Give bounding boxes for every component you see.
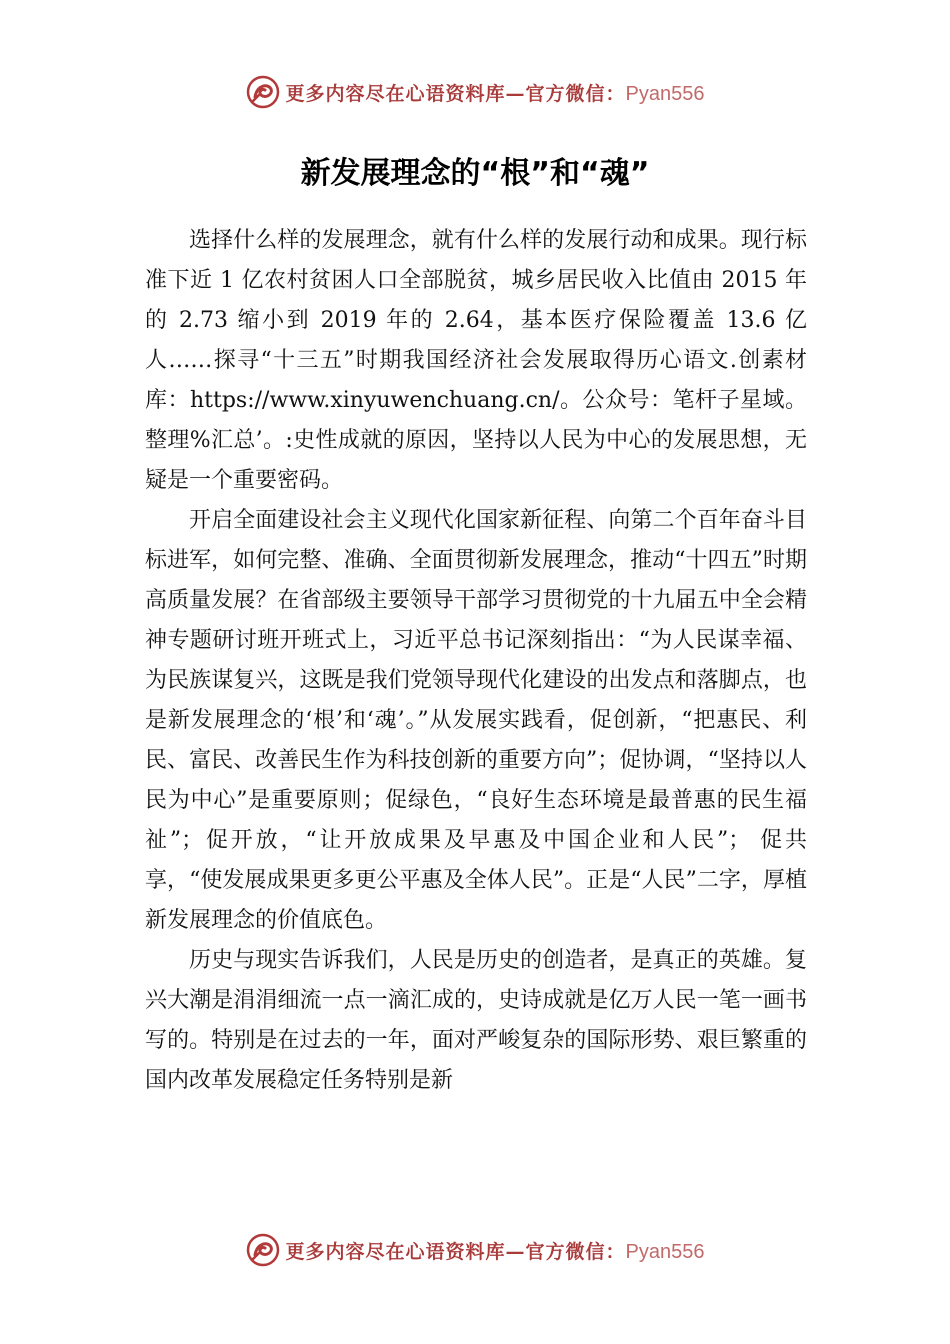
footer-banner [0,1230,950,1270]
header-banner [0,72,950,112]
header-banner-label: 更多内容尽在心语资料库—官方微信： [285,82,626,105]
body-paragraph-2: 开启全面建设社会主义现代化国家新征程、向第二个百年奋斗目标进军，如何完整、准确、全面贯彻新发展理念，推动“十四五”时期高质量发展？在省部级主要领导干部学习贯彻党的十九届五中全会精神专题研讨班开班式上，习近平总书记深刻指出：“为人民谋幸福、为民族谋复兴，这既是我们党领导现代化建设的出发点和落脚点，也是新发展理念的‘根’和‘魂’。”从发展实践看，促创新，“把惠民、利民、富民、改善民生作为科技创新的重要方向”；促协调，“坚持以人民为中心”是重要原则；促绿色，“良好生态环境是最普惠的民生福祉”；促开放，“让开放成果及早惠及中国企业和人民”； 促共享，“使发展成果更多更公平惠及全体人民”。正是“人民”二字，厚植新发展理念的价值底色。 [145,508,807,933]
document-title: 新发展理念的“根”和“魂” [300,156,650,191]
footer-banner-text [286,1237,705,1264]
swirl-logo-icon [246,1233,280,1267]
body-paragraph-3: 历史与现实告诉我们，人民是历史的创造者，是真正的英雄。复兴大潮是涓涓细流一点一滴汇成的，史诗成就是亿万人民一笔一画书写的。特别是在过去的一年，面对严峻复杂的国际形势、艰巨繁重的国内改革发展稳定任务特别是新 [145,948,807,1093]
footer-wechat-id: Pyan556 [625,1240,705,1263]
document-body [145,221,807,1101]
header-wechat-id: Pyan556 [625,82,705,105]
swirl-logo-icon [246,75,280,109]
footer-banner-label: 更多内容尽在心语资料库—官方微信： [285,1240,626,1263]
body-paragraph-1: 选择什么样的发展理念，就有什么样的发展行动和成果。现行标准下近 1 亿农村贫困人口全部脱贫，城乡居民收入比值由 2015 年的 2.73 缩小到 2019 年的 2.64，基本医疗保险覆盖 13.6 亿人……探寻“十三五”时期我国经济社会发展取得历心语文.创素材库：https://www.xinyuwenchuang.cn/。公众号：笔杆子星域。整理%汇总’。:史性成就的原因，坚持以人民为中心的发展思想，无疑是一个重要密码。 [145,228,807,493]
header-banner-text [286,79,705,106]
